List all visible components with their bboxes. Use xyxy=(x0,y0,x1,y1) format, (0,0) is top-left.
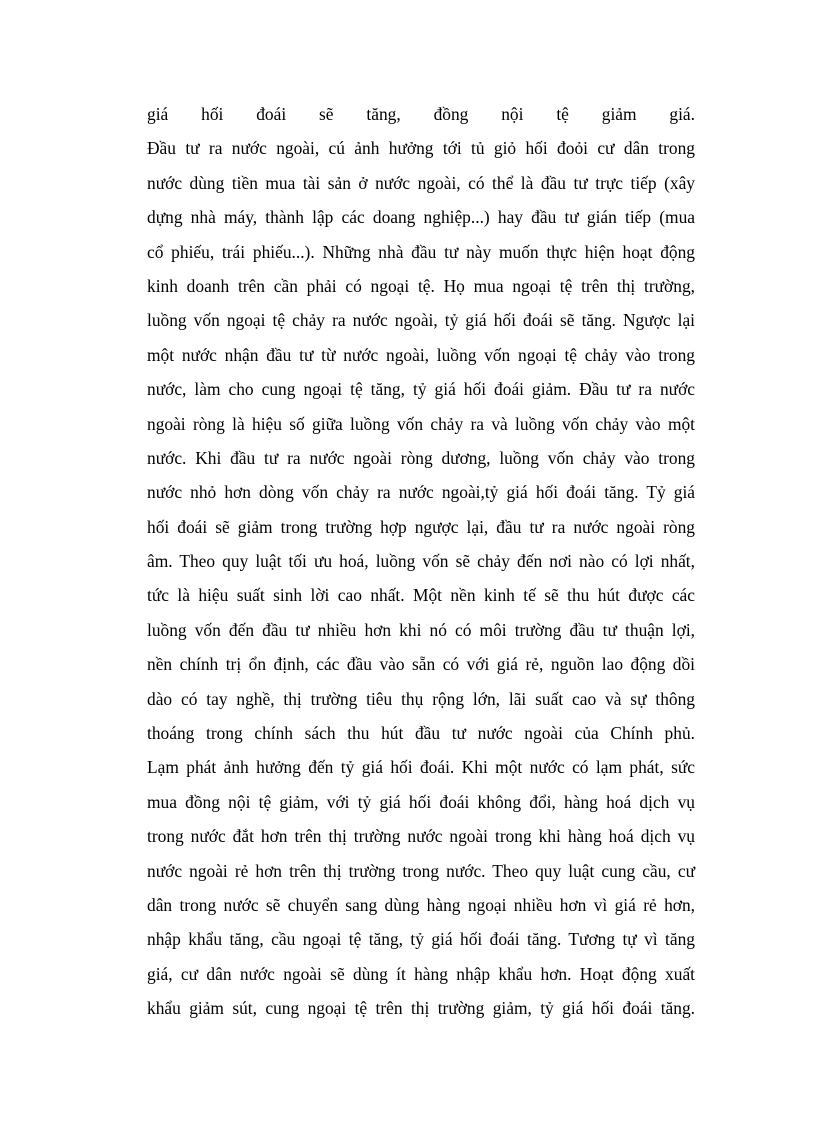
text-line: luồng vốn ngoại tệ chảy ra nước ngoài, tỷ giá hối đoái sẽ tăng. Ngược lại xyxy=(147,310,695,331)
text-line: dân trong nước sẽ chuyển sang dùng hàng ngoại nhiều hơn vì giá rẻ hơn, xyxy=(147,894,695,915)
body-text xyxy=(147,97,695,1026)
text-line: nước. Khi đầu tư ra nước ngoài ròng dương, luồng vốn chảy vào trong xyxy=(147,447,695,468)
text-line: hối đoái sẽ giảm trong trường hợp ngược lại, đầu tư ra nước ngoài ròng xyxy=(147,516,695,537)
text-line: Đầu tư ra nước ngoài, cú ảnh hưởng tới tủ giỏ hối đoỏi cư dân trong xyxy=(147,138,695,159)
text-line: nước, làm cho cung ngoại tệ tăng, tỷ giá hối đoái giảm. Đầu tư ra nước xyxy=(147,379,695,400)
text-line: Lạm phát ảnh hưởng đến tỷ giá hối đoái. Khi một nước có lạm phát, sức xyxy=(147,757,695,778)
text-line: nhập khẩu tăng, cầu ngoại tệ tăng, tỷ giá hối đoái tăng. Tương tự vì tăng xyxy=(147,929,695,950)
text-line: trong nước đắt hơn trên thị trường nước ngoài trong khi hàng hoá dịch vụ xyxy=(147,826,695,847)
text-line: giá, cư dân nước ngoài sẽ dùng ít hàng nhập khẩu hơn. Hoạt động xuất xyxy=(147,963,695,984)
text-line: nền chính trị ổn định, các đầu vào sẵn có với giá rẻ, nguồn lao động dồi xyxy=(147,654,695,675)
text-line: nước dùng tiền mua tài sản ở nước ngoài, có thể là đầu tư trực tiếp (xây xyxy=(147,172,695,193)
text-line: luồng vốn đến đầu tư nhiều hơn khi nó có môi trường đầu tư thuận lợi, xyxy=(147,619,695,640)
text-line: âm. Theo quy luật tối ưu hoá, luồng vốn sẽ chảy đến nơi nào có lợi nhất, xyxy=(147,551,695,572)
text-line: một nước nhận đầu tư từ nước ngoài, luồng vốn ngoại tệ chảy vào trong xyxy=(147,344,695,365)
text-line: ngoài ròng là hiệu số giữa luồng vốn chảy ra và luồng vốn chảy vào một xyxy=(147,413,695,434)
text-line: dựng nhà máy, thành lập các doang nghiệp...) hay đầu tư gián tiếp (mua xyxy=(147,207,695,228)
text-line: khẩu giảm sút, cung ngoại tệ trên thị trường giảm, tỷ giá hối đoái tăng. xyxy=(147,998,695,1019)
text-line: cổ phiếu, trái phiếu...). Những nhà đầu tư này muốn thực hiện hoạt động xyxy=(147,241,695,262)
text-line: nước nhỏ hơn dòng vốn chảy ra nước ngoài,tỷ giá hối đoái tăng. Tỷ giá xyxy=(147,482,695,503)
text-line: giá hối đoái sẽ tăng, đồng nội tệ giảm giá. xyxy=(147,104,695,124)
text-line: thoáng trong chính sách thu hút đầu tư nước ngoài của Chính phủ. xyxy=(147,723,695,744)
text-line: mua đồng nội tệ giảm, với tỷ giá hối đoái không đổi, hàng hoá dịch vụ xyxy=(147,791,695,812)
text-line: tức là hiệu suất sinh lời cao nhất. Một nền kinh tế sẽ thu hút được các xyxy=(147,585,695,606)
text-line: kinh doanh trên cần phải có ngoại tệ. Họ mua ngoại tệ trên thị trường, xyxy=(147,275,695,296)
text-line: dào có tay nghề, thị trường tiêu thụ rộng lớn, lãi suất cao và sự thông xyxy=(147,688,695,709)
text-line: nước ngoài rẻ hơn trên thị trường trong nước. Theo quy luật cung cầu, cư xyxy=(147,860,695,881)
